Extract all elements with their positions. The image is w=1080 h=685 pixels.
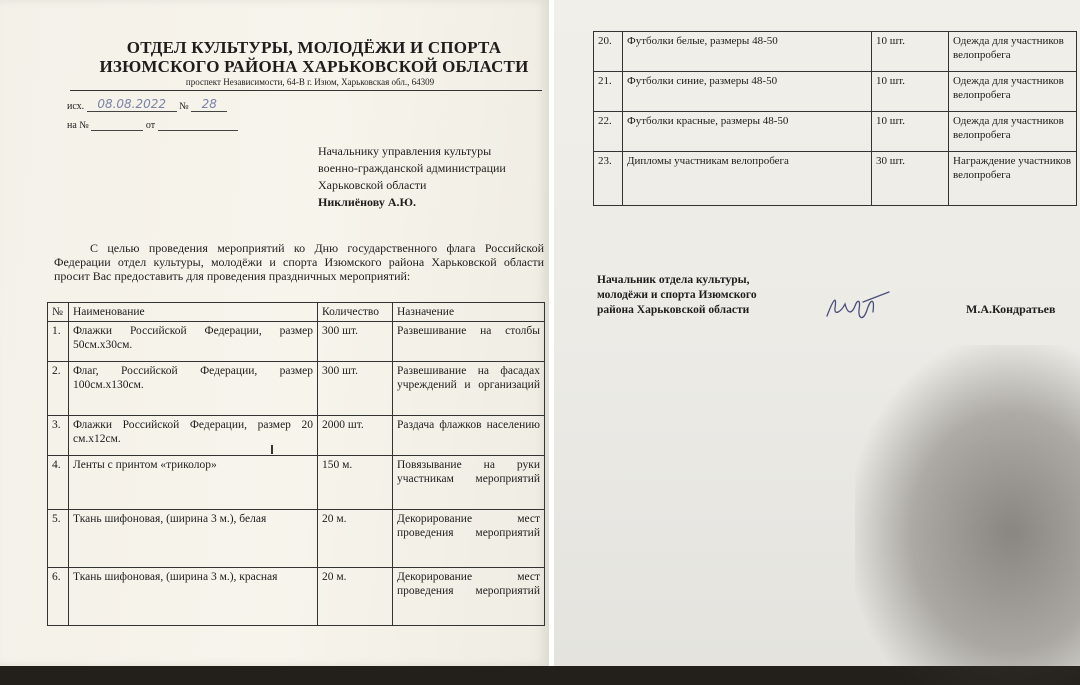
row-name: Футболки красные, размеры 48-50 (623, 112, 872, 152)
addressee-block (318, 143, 506, 211)
header-divider (70, 90, 542, 91)
row-purpose: Развешивание на столбы (393, 322, 545, 362)
table-row (594, 152, 1077, 206)
table-row (594, 112, 1077, 152)
row-purpose: Одежда для участников велопробега (949, 32, 1077, 72)
signatory-title-line: Начальник отдела культуры, (597, 274, 750, 286)
row-quantity: 30 шт. (872, 152, 949, 206)
ref-date: 08.08.2022 (87, 97, 177, 112)
reply-date-line (158, 130, 238, 131)
row-quantity: 2000 шт. (318, 416, 393, 456)
signatory-title-line: молодёжи и спорта Изюмского (597, 289, 757, 301)
request-table (47, 302, 545, 626)
row-number: 1. (48, 322, 69, 362)
reply-from-label: от (145, 120, 156, 131)
pen-mark (271, 445, 273, 454)
table-row (48, 362, 545, 416)
row-purpose: Награждение участников велопробега (949, 152, 1077, 206)
row-name: Футболки белые, размеры 48-50 (623, 32, 872, 72)
handwritten-signature (823, 286, 893, 326)
org-address: проспект Независимости, 64-В г. Изюм, Харьковская обл., 64309 (185, 77, 435, 87)
phone-shadow (855, 345, 1080, 685)
row-quantity: 20 м. (318, 568, 393, 626)
row-number: 3. (48, 416, 69, 456)
row-purpose: Раздача флажков населению (393, 416, 545, 456)
table-row (48, 510, 545, 568)
reply-number-line (91, 130, 143, 131)
row-number: 20. (594, 32, 623, 72)
row-name: Флажки Российской Федерации, размер 50см.х30см. (69, 322, 318, 362)
addressee-name: Никлиёнову А.Ю. (318, 195, 416, 209)
ref-number: 28 (191, 97, 227, 112)
row-quantity: 300 шт. (318, 362, 393, 416)
document-page-1 (0, 0, 549, 666)
row-purpose: Развешивание на фасадах учреждений и организаций (393, 362, 545, 416)
row-purpose: Одежда для участников велопробега (949, 72, 1077, 112)
reply-ref (67, 120, 238, 131)
table-row (48, 416, 545, 456)
request-table-continued (593, 31, 1077, 206)
row-name: Флаг, Российской Федерации, размер 100см.х130см. (69, 362, 318, 416)
row-number: 2. (48, 362, 69, 416)
row-number: 5. (48, 510, 69, 568)
header-quantity: Количество (318, 303, 393, 322)
signatory-title-line: района Харьковской области (597, 304, 750, 316)
signatory-name: М.А.Кондратьев (966, 302, 1056, 316)
table-row (48, 456, 545, 510)
table-row (48, 568, 545, 626)
row-number: 6. (48, 568, 69, 626)
row-number: 21. (594, 72, 623, 112)
row-purpose: Одежда для участников велопробега (949, 112, 1077, 152)
row-quantity: 10 шт. (872, 72, 949, 112)
table-header-row (48, 303, 545, 322)
row-quantity: 150 м. (318, 456, 393, 510)
table-row (594, 32, 1077, 72)
row-number: 23. (594, 152, 623, 206)
row-name: Ленты с принтом «триколор» (69, 456, 318, 510)
ref-label: исх. (67, 101, 85, 112)
row-purpose: Декорирование мест проведения мероприятий (393, 510, 545, 568)
addressee-line: военно-гражданской администрации (318, 161, 506, 175)
header-purpose: Назначение (393, 303, 545, 322)
header-number: № (48, 303, 69, 322)
row-purpose: Декорирование мест проведения мероприятий (393, 568, 545, 626)
row-purpose: Повязывание на руки участникам мероприятий (393, 456, 545, 510)
org-title-line1: ОТДЕЛ КУЛЬТУРЫ, МОЛОДЁЖИ И СПОРТА (126, 38, 502, 57)
header-name: Наименование (69, 303, 318, 322)
row-name: Дипломы участникам велопробега (623, 152, 872, 206)
row-name: Ткань шифоновая, (ширина 3 м.), красная (69, 568, 318, 626)
row-name: Флажки Российской Федерации, размер 20 см.х12см. (69, 416, 318, 456)
row-quantity: 20 м. (318, 510, 393, 568)
ref-no-label: № (179, 101, 189, 112)
row-quantity: 10 шт. (872, 32, 949, 72)
signatory-title (597, 273, 757, 318)
table-row (594, 72, 1077, 112)
row-quantity: 10 шт. (872, 112, 949, 152)
row-name: Футболки синие, размеры 48-50 (623, 72, 872, 112)
row-number: 22. (594, 112, 623, 152)
row-quantity: 300 шт. (318, 322, 393, 362)
row-number: 4. (48, 456, 69, 510)
outgoing-ref (67, 97, 227, 112)
intro-text: С целью проведения мероприятий ко Дню государственного флага Российской Федерации отдел культуры, молодёжи и спорта Изюмского района Харьковской области просит Вас предоставить для проведения праздничных мероприятий: (54, 241, 544, 283)
table-row (48, 322, 545, 362)
row-name: Ткань шифоновая, (ширина 3 м.), белая (69, 510, 318, 568)
addressee-line: Харьковской области (318, 178, 427, 192)
reply-label: на № (67, 120, 89, 131)
org-title-line2: ИЗЮМСКОГО РАЙОНА ХАРЬКОВСКОЙ ОБЛАСТИ (99, 57, 529, 76)
addressee-line: Начальнику управления культуры (318, 144, 492, 158)
intro-paragraph (54, 241, 544, 283)
